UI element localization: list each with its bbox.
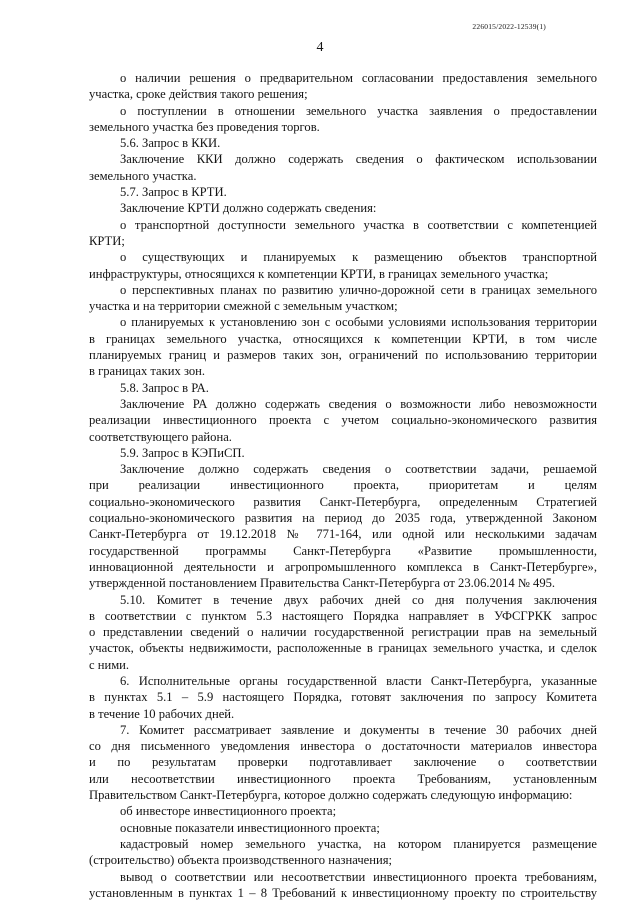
text-line: при реализации инвестиционного проекта, приоритетам и целям xyxy=(89,478,597,493)
text-line: КРТИ; xyxy=(89,233,125,248)
text-line: вывод о соответствии или несоответствии инвестиционного проекта требованиям, xyxy=(120,869,597,884)
text-line: 5.6. Запрос в ККИ. xyxy=(120,136,221,151)
text-line: в границах земельного участка, относящихся к компетенции КРТИ, в том числе xyxy=(89,331,597,346)
text-line: основные показатели инвестиционного проекта; xyxy=(120,820,380,835)
text-line: инфраструктуры, относящихся к компетенции КРТИ, в границах земельного участка; xyxy=(89,266,549,281)
text-line: в границах таких зон. xyxy=(89,364,206,379)
text-line: с ними. xyxy=(89,657,130,672)
text-line: Заключение РА должно содержать сведения о возможности либо невозможности xyxy=(120,396,597,411)
text-line: (строительство) объекта производственного назначения; xyxy=(89,853,393,868)
text-line: земельного участка без проведения торгов. xyxy=(89,119,320,134)
text-line: Заключение КРТИ должно содержать сведения: xyxy=(120,201,377,216)
text-line: Санкт-Петербурга от 19.12.2018 № 771-164, или одной или несколькими задачам xyxy=(89,527,597,542)
text-line: о планируемых к установлению зон с особыми условиями использования территории xyxy=(120,315,597,330)
text-line: о представлении сведений о наличии государственной регистрации прав на земельный xyxy=(89,625,597,640)
text-line: об инвесторе инвестиционного проекта; xyxy=(120,804,337,819)
text-line: 5.8. Запрос в РА. xyxy=(120,380,209,395)
text-line: планируемых границ и размеров таких зон, ограничений по использованию территории xyxy=(89,348,597,363)
text-line: реализации инвестиционного проекта с учетом социально-экономического развития xyxy=(89,413,597,428)
text-line: в пунктах 5.1 – 5.9 настоящего Порядка, готовят заключения по запросу Комитета xyxy=(89,690,597,705)
text-line: Заключение ККИ должно содержать сведения о фактическом использовании xyxy=(120,152,597,167)
text-line: и по результатам проверки подготавливает заключение о соответствии xyxy=(89,755,597,770)
text-line: о существующих и планируемых к размещению объектов транспортной xyxy=(120,250,597,265)
text-line: о поступлении в отношении земельного участка заявления о предоставлении xyxy=(120,103,597,118)
text-line: социально-экономического развития на период до 2035 года, утвержденной Законом xyxy=(89,511,597,526)
text-line: со дня письменного уведомления инвестора о достаточности материалов инвестора xyxy=(89,739,597,754)
text-line: о перспективных планах по развитию улично-дорожной сети в границах земельного xyxy=(120,282,597,297)
text-line: участок, объекты недвижимости, расположенные в границах земельного участка, и сделок xyxy=(89,641,597,656)
text-line: или несоответствии инвестиционного проекта Требованиям, установленным xyxy=(89,771,597,786)
document-body xyxy=(89,70,597,901)
text-line: Правительством Санкт-Петербурга, которое должно содержать следующую информацию: xyxy=(89,788,573,803)
text-line: государственной программы Санкт-Петербурга «Развитие промышленности, xyxy=(89,543,597,558)
text-line: инновационной деятельности и агропромышленного комплекса в Санкт-Петербурге», xyxy=(89,559,597,574)
text-line: Заключение должно содержать сведения о соответствии задачи, решаемой xyxy=(120,462,597,477)
text-line: о наличии решения о предварительном согласовании предоставления земельного xyxy=(120,71,597,85)
text-line: социально-экономического развития Санкт-Петербурга, определенным Стратегией xyxy=(89,494,597,509)
text-line: кадастровый номер земельного участка, на котором планируется размещение xyxy=(120,836,597,851)
text-line: 6. Исполнительные органы государственной власти Санкт-Петербурга, указанные xyxy=(120,673,597,688)
text-line: установленным в пунктах 1 – 8 Требований к инвестиционному проекту по строительству xyxy=(89,885,597,900)
text-line: соответствующего района. xyxy=(89,429,232,444)
text-line: о транспортной доступности земельного участка в соответствии с компетенцией xyxy=(120,217,597,232)
text-line: 7. Комитет рассматривает заявление и документы в течение 30 рабочих дней xyxy=(120,722,597,737)
text-line: участка, сроке действия такого решения; xyxy=(89,87,308,102)
document-registration-number: 226015/2022-12539(1) xyxy=(472,22,546,31)
text-line: в соответствии с пунктом 5.3 настоящего Порядка направляет в УФСГРКК запрос xyxy=(89,608,597,623)
text-line: в течение 10 рабочих дней. xyxy=(89,706,235,721)
text-line: 5.10. Комитет в течение двух рабочих дней со дня получения заключения xyxy=(120,592,597,607)
text-line: земельного участка. xyxy=(89,168,197,183)
text-line: участка и на территории смежной с земельным участком; xyxy=(89,299,398,314)
text-line: 5.9. Запрос в КЭПиСП. xyxy=(120,445,245,460)
text-line: 5.7. Запрос в КРТИ. xyxy=(120,185,227,200)
text-line: утвержденной постановлением Правительства Санкт-Петербурга от 23.06.2014 № 495. xyxy=(89,576,556,591)
page-number: 4 xyxy=(316,40,324,55)
